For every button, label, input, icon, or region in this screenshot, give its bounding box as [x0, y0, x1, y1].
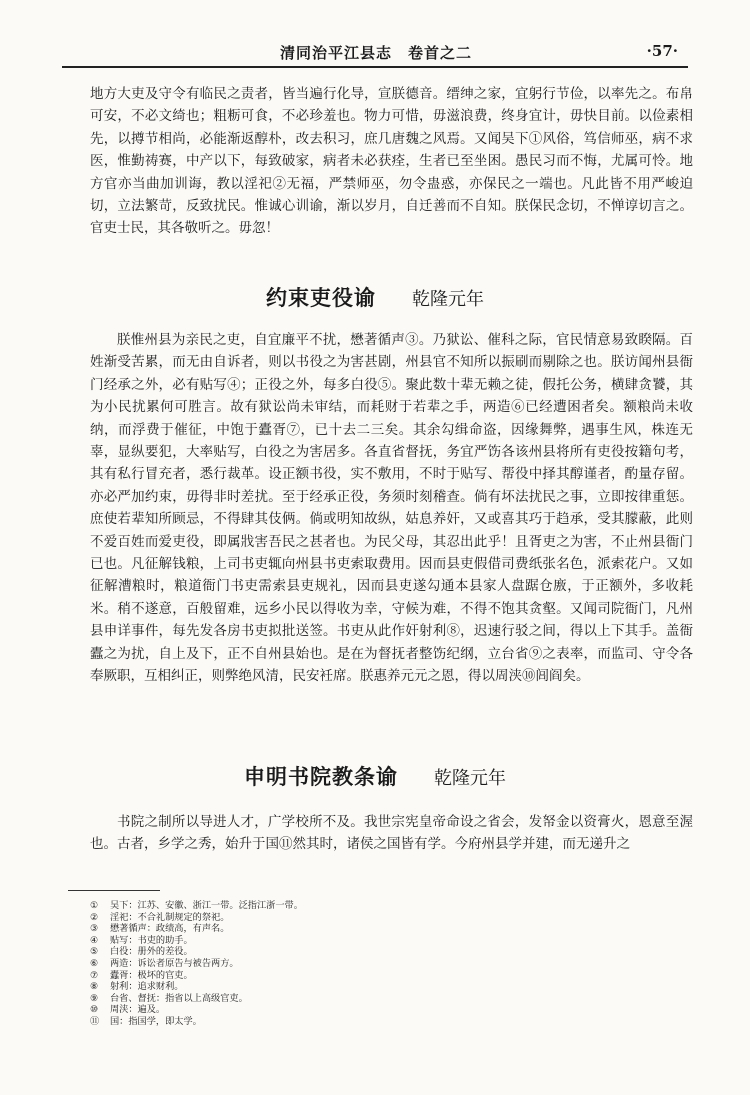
section-title: 申明书院教条谕 — [244, 765, 398, 789]
footnote-item — [90, 900, 650, 912]
footnote-number: ⑨ — [90, 992, 99, 1004]
intro-text — [90, 83, 693, 240]
footnote-text: 吴下：江苏、安徽、浙江一带。泛指江浙一带。 — [110, 900, 303, 911]
footnote-text: 国：指国学，即太学。 — [110, 1015, 202, 1027]
footnote-item — [90, 912, 650, 924]
footnote-text: 射利：追求财利。 — [110, 981, 184, 993]
footnote-text: 台省、督抚：指省以上高级官吏。 — [110, 992, 248, 1004]
footnote-item — [90, 970, 650, 982]
footnote-number: ⑧ — [90, 981, 99, 993]
footnote-number: ⑦ — [90, 969, 99, 981]
footnote-number: ① — [90, 900, 99, 911]
section-title: 约束吏役谕 — [266, 286, 376, 310]
footnote-text: 周浃：遍及。 — [110, 1004, 166, 1016]
footnote-number: ⑤ — [90, 946, 99, 958]
footnote-list — [90, 900, 650, 1028]
footnote-text: 贴写：书吏的助手。 — [110, 934, 193, 946]
footnote-number: ② — [90, 911, 99, 923]
footnote-text: 两造：诉讼者原告与被告两方。 — [110, 957, 239, 969]
footnote-number: ⑥ — [90, 957, 99, 969]
footnote-item — [90, 1016, 650, 1028]
footnote-item — [90, 946, 650, 958]
footnote-divider — [68, 890, 160, 891]
section-1-text — [90, 329, 693, 688]
page-number: ·57· — [646, 42, 678, 60]
footnote-text: 淫祀：不合礼制规定的祭祀。 — [110, 911, 230, 923]
footnote-text: 蠹胥：极坏的官吏。 — [110, 969, 193, 981]
section-1-paragraph: 朕惟州县为亲民之吏，自宜廉平不扰，懋著循声③。乃狱讼、催科之际，官民情意易致睽隔。百姓渐受苦累，而无由自诉者，则以书役之为害甚剧，州县官不知所以振刷而剔除之也。朕访闻州县衙门经承之外，必有贴写④；正役之外，每多白役⑤。聚此数十辈无赖之徒，假托公务，横肆贪饕，其为小民扰累何可胜言。故有狱讼尚未审结，而耗财于若辈之手，两造⑥已经遭困者矣。额粮尚未收纳，而浮费于催征，中饱于蠹胥⑦，已十去二三矣。其余勾缉命盗，因缘舞弊，遇事生风，株连无辜，显纵要犯，大率贴写，白役之为害居多。各直省督抚，务宜严饬各该州县将所有吏役按籍句考，其有私行冒充者，悉行裁革。设正额书役，实不敷用，不时于贴写、帮役中择其醇谨者，酌量存留。亦必严加约束，毋得非时差扰。至于经承正役，务须时刻稽查。倘有坏法扰民之事，立即按律重惩。庶使若辈知所顾忌，不得肆其伎俩。倘或明知故纵，姑息养奸，又或喜其巧于趋承，受其朦蔽，此则不爱百姓而爱吏役，即属戕害吾民之甚者也。为民父母，其忍出此乎！且胥吏之为害，不止州县衙门已也。凡征解钱粮，上司书吏辄向州县书吏索取费用。因而县吏假借司费纸张名色，派索花户。又如征解漕粮时，粮道衙门书吏需索县吏规礼，因而县吏遂勾通本县家人盘踞仓廒，于正额外，多收耗米。稍不遂意，百般留难，远乡小民以得收为幸，守候为难，不得不饱其贪壑。又闻司院衙门，凡州县申详事件，每先发各房书吏拟批送签。书吏从此作奸射利⑧，迟速行驳之间，得以上下其手。盖衙蠹之为扰，自上及下，正不自州县始也。是在为督抚者整饬纪纲，立台省⑨之表率，而监司、守令各奉厥职，互相纠正，则弊绝风清，民安衽席。朕惠养元元之恩，得以周浃⑩闾阎矣。 — [90, 332, 693, 685]
footnote-item — [90, 1004, 650, 1016]
footnote-text: 白役：册外的差役。 — [110, 946, 193, 958]
footnote-item — [90, 981, 650, 993]
footnote-item — [90, 958, 650, 970]
footnote-item — [90, 923, 650, 935]
footnote-number: ⑪ — [90, 1015, 100, 1027]
footnote-text: 懋著循声：政绩高，有声名。 — [110, 923, 230, 935]
section-date: 乾隆元年 — [412, 289, 484, 310]
footnote-number: ③ — [90, 923, 99, 935]
section-heading-1 — [0, 282, 750, 312]
footnote-number: ⑩ — [90, 1004, 99, 1016]
footnote-item — [90, 935, 650, 947]
intro-paragraph: 地方大吏及守令有临民之责者，皆当遍行化导，宣朕德音。缙绅之家，宜躬行节俭，以率先之。布帛可安，不必文绮也；粗粝可食，不必珍羞也。物力可惜，毋滋浪费，终身宜计，毋快目前。以俭素相先，以撙节相尚，必能渐返醇朴，改去积习，庶几唐魏之风焉。又闻吴下①风俗，笃信师巫，病不求医，惟勤祷赛，中产以下，每致破家，病者未必获痊，生者已至坐困。愚民习而不悔，尤属可怜。地方官亦当曲加训诲，教以淫祀②无福，严禁师巫，勿令蛊惑，亦保民之一端也。凡此皆不用严峻迫切，立法繁苛，反致扰民。惟诚心训谕，渐以岁月，自迁善而不自知。朕保民念切，不惮谆切言之。官吏士民，其各敬听之。毋忽！ — [90, 86, 693, 237]
section-heading-2 — [0, 761, 750, 791]
section-2-text — [90, 811, 693, 856]
section-2-paragraph: 书院之制所以导进人才，广学校所不及。我世宗宪皇帝命设之省会，发帑金以资膏火，恩意至渥也。古者，乡学之秀，始升于国⑪然其时，诸侯之国皆有学。今府州县学并建，而无递升之 — [90, 814, 693, 853]
running-title: 清同治平江县志 卷首之二 — [280, 44, 473, 62]
section-date: 乾隆元年 — [434, 768, 506, 789]
page-header — [62, 40, 688, 68]
footnote-number: ④ — [90, 934, 99, 946]
footnote-item — [90, 993, 650, 1005]
